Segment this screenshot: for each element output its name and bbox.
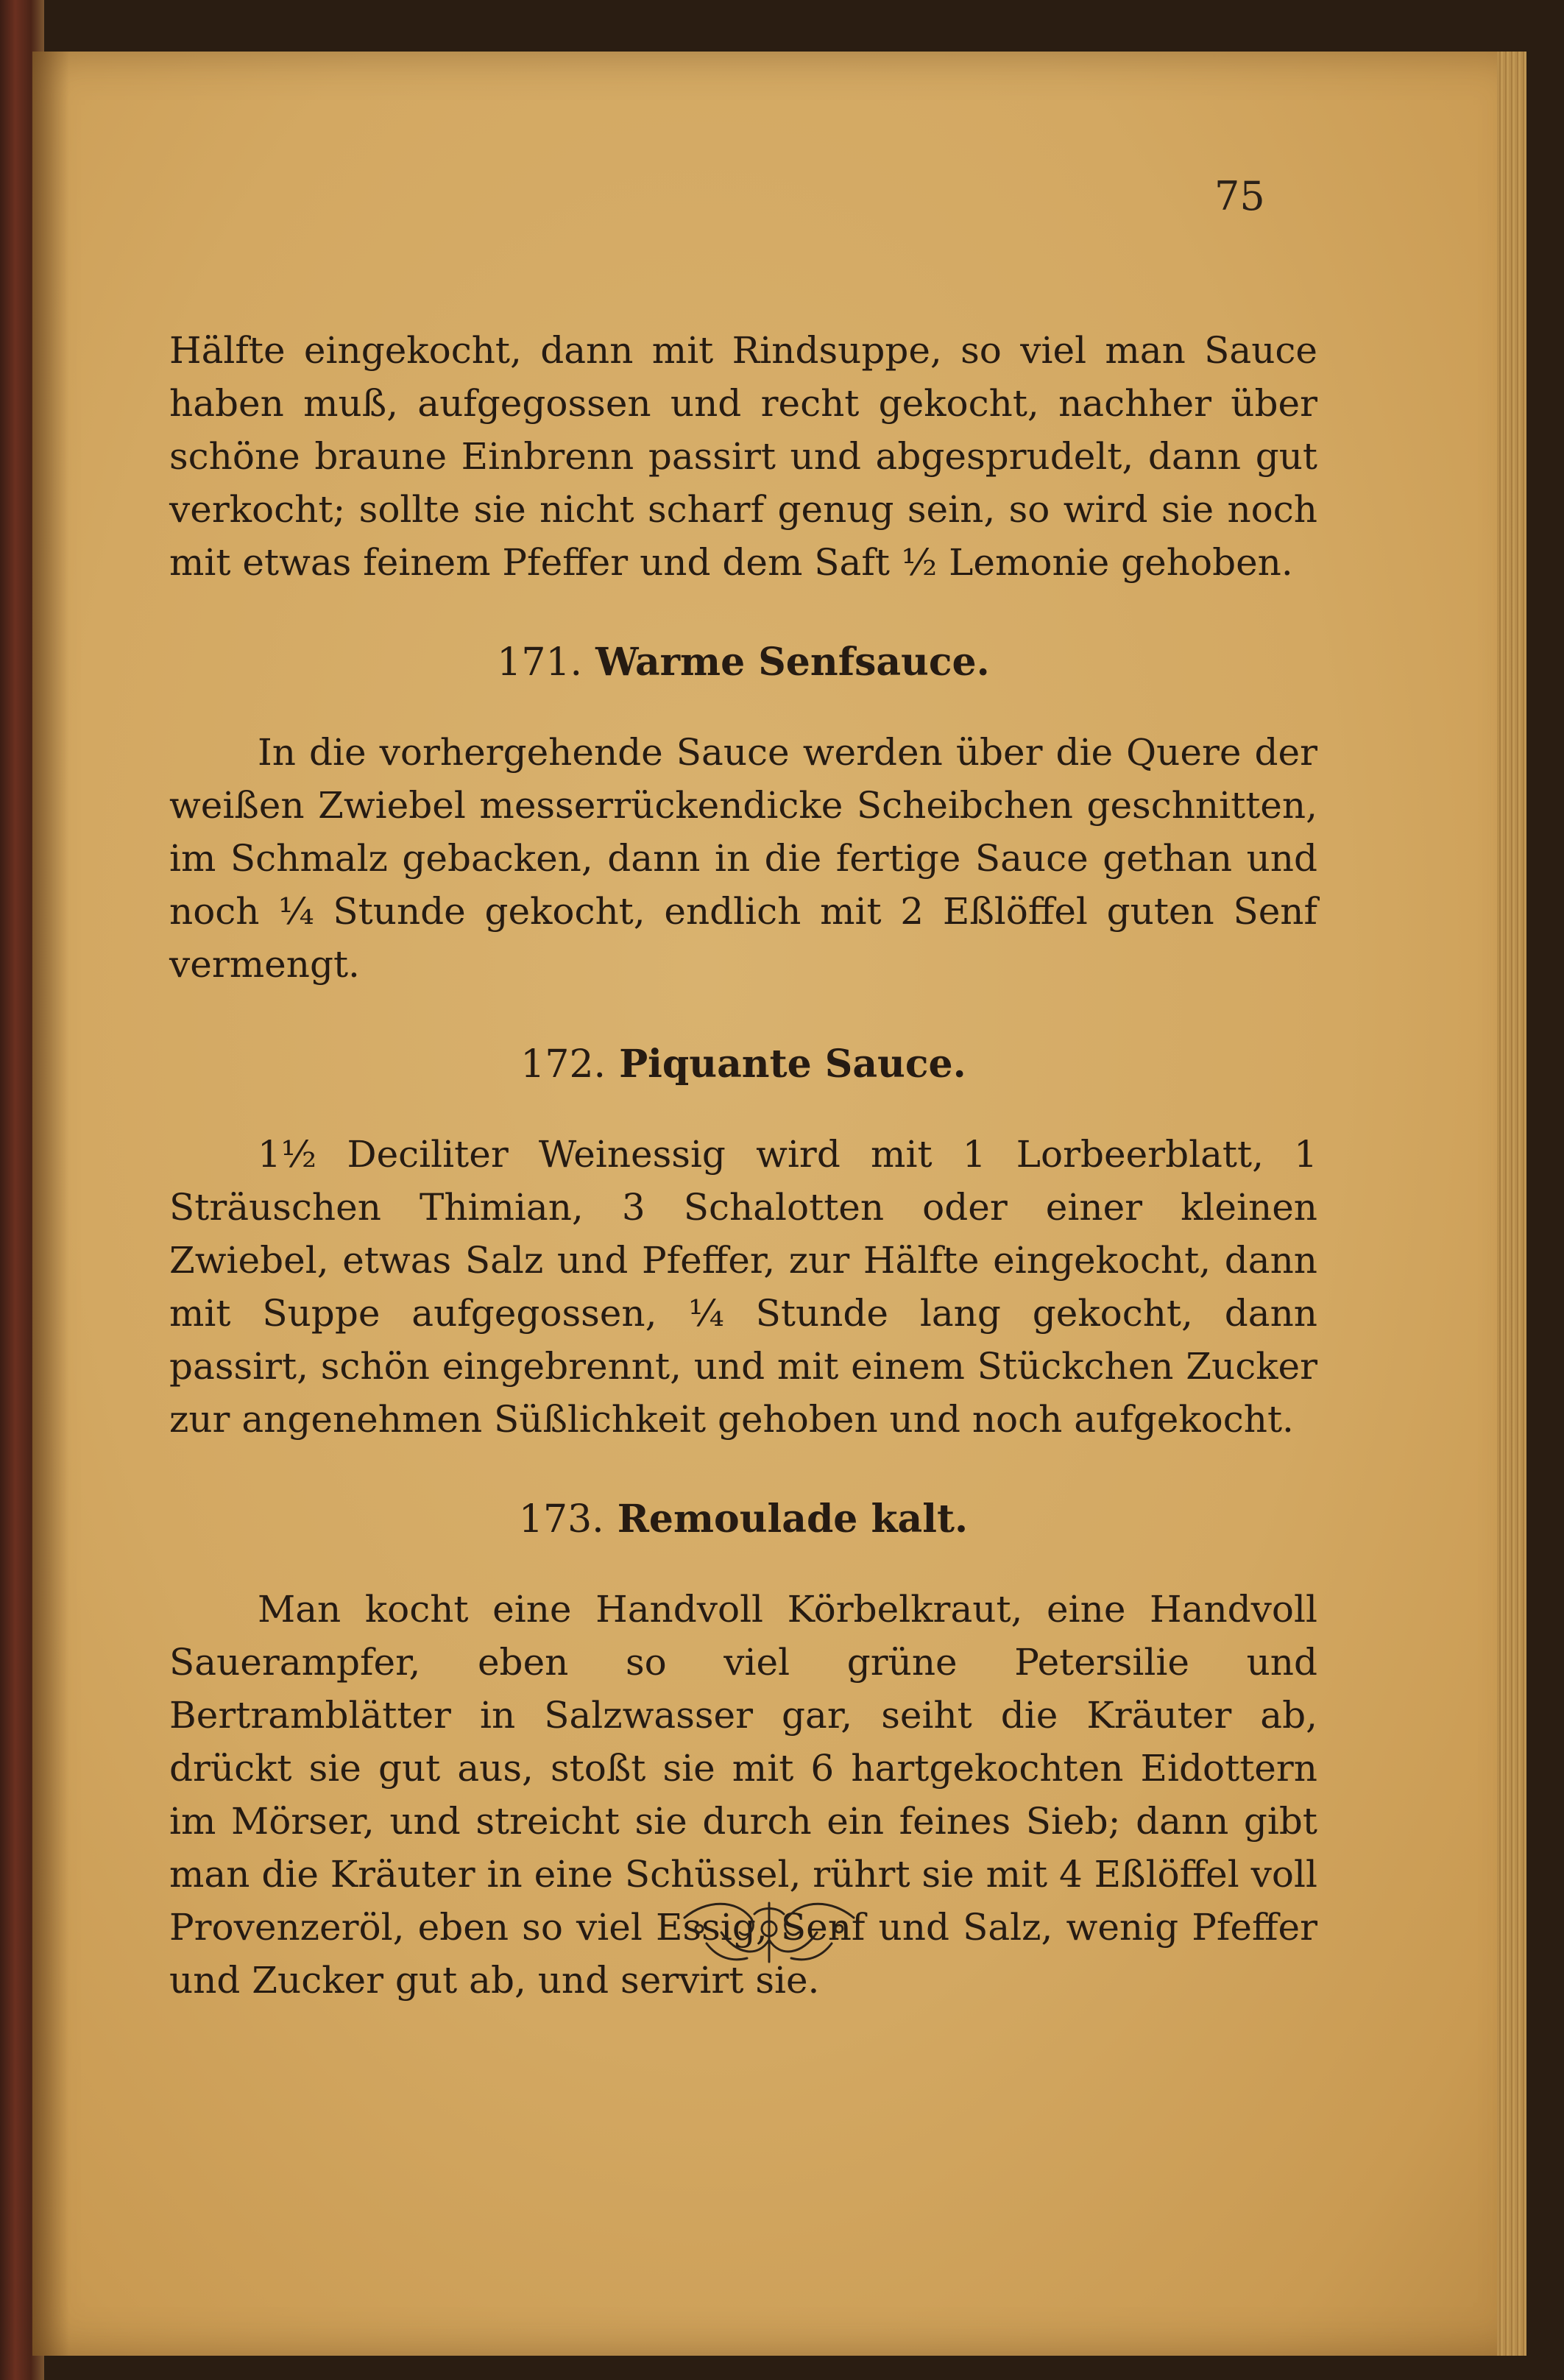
page-edge	[1497, 52, 1526, 2356]
recipe-title: Piquante Sauce.	[619, 1042, 966, 1087]
recipe-text-172: 1½ Deciliter Weinessig wird mit 1 Lorbeerblatt, 1 Sträuschen Thimian, 3 Schalotten oder einer kleinen Zwiebel, etwas Salz und Pfeffer, zur Hälfte eingekocht, dann mit Suppe aufgegossen, ¼ Stunde lang gekocht, dann passirt, schön eingebrennt, und mit einem Stückchen Zucker zur angenehmen Süßlichkeit gehoben und noch aufgekocht.	[169, 1133, 1317, 1441]
recipe-heading-172	[169, 1042, 1317, 1087]
recipe-number: 173.	[518, 1497, 604, 1542]
page-number: 75	[1214, 173, 1265, 219]
intro-paragraph: Hälfte eingekocht, dann mit Rindsuppe, so viel man Sauce haben muß, aufgegossen und recht gekocht, nachher über schöne braune Einbrenn passirt und abgesprudelt, dann gut verkocht; sollte sie nicht scharf genug sein, so wird sie noch mit etwas feinem Pfeffer und dem Saft ½ Lemonie gehoben.	[169, 329, 1317, 584]
page-text	[169, 324, 1317, 2007]
page-gutter-shadow	[32, 52, 69, 2356]
recipe-text-171: In die vorhergehende Sauce werden über die Quere der weißen Zwiebel messerrückendicke Scheibchen geschnitten, im Schmalz gebacken, dann in die fertige Sauce gethan und noch ¼ Stunde gekocht, endlich mit 2 Eßlöffel guten Senf vermengt.	[169, 731, 1317, 986]
recipe-title: Warme Senfsauce.	[595, 640, 990, 685]
recipe-heading-173	[169, 1497, 1317, 1542]
recipe-number: 172.	[520, 1042, 606, 1087]
recipe-title: Remoulade kalt.	[617, 1497, 969, 1542]
recipe-text-173: Man kocht eine Handvoll Körbelkraut, eine Handvoll Sauerampfer, eben so viel grüne Petersilie und Bertramblätter in Salzwasser gar, seiht die Kräuter ab, drückt sie gut aus, stoßt sie mit 6 hartgekochten Eidottern im Mörser, und streicht sie durch ein feines Sieb; dann gibt man die Kräuter in eine Schüssel, rührt sie mit 4 Eßlöffel voll Provenzeröl, eben so viel Essig, Senf und Salz, wenig Pfeffer und Zucker gut ab, und servirt sie.	[169, 1588, 1317, 2002]
recipe-number: 171.	[497, 640, 583, 685]
decorative-vignette-icon	[677, 1888, 861, 1969]
recipe-heading-171	[169, 640, 1317, 685]
